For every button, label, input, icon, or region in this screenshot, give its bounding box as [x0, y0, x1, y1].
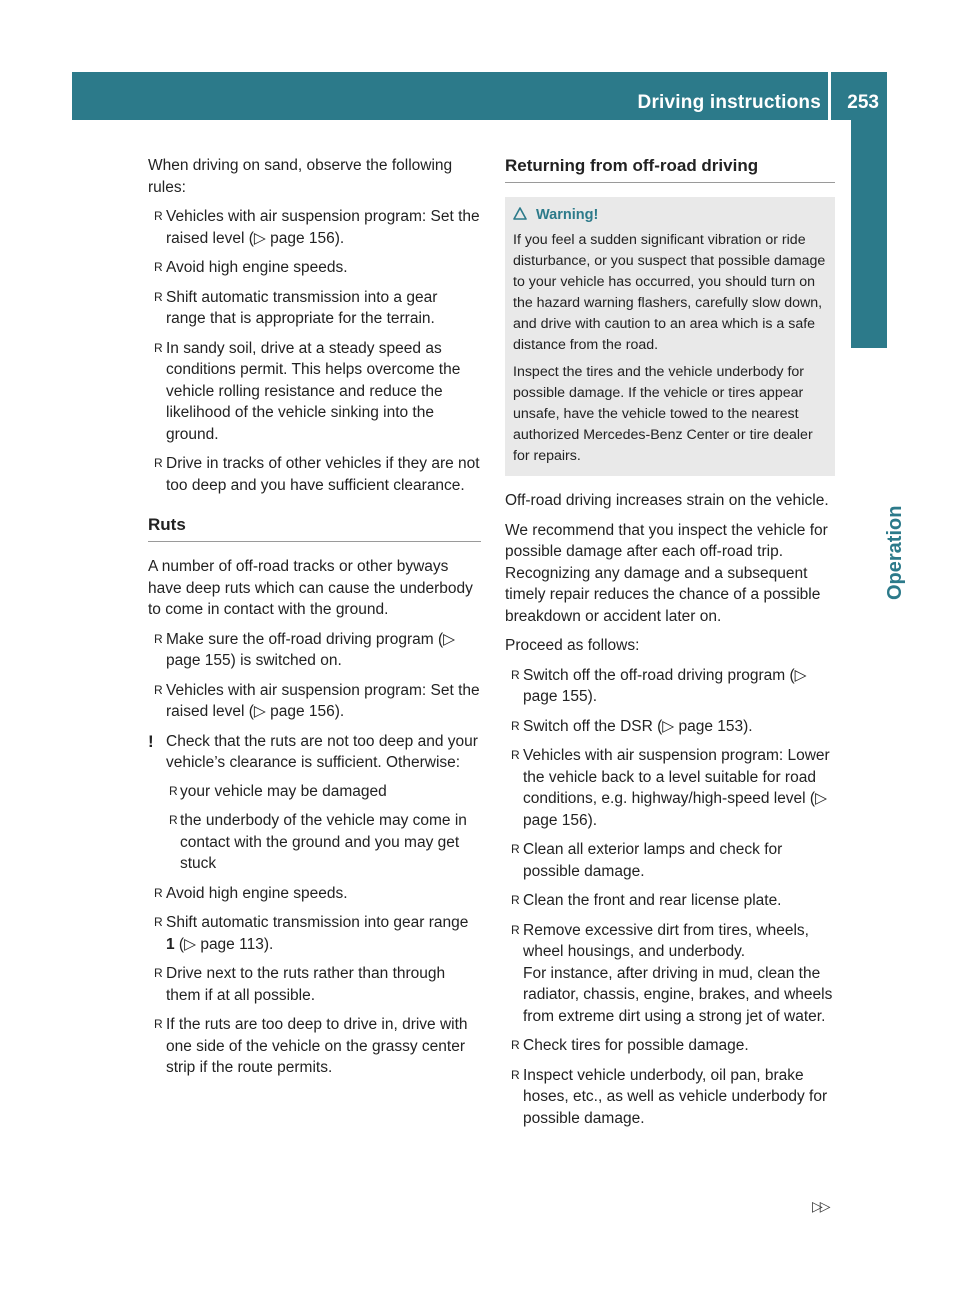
side-tab-label: Operation: [884, 505, 906, 600]
list-item: R Clean all exterior lamps and check for possible damage.: [511, 841, 783, 880]
gear-range-value: 1: [166, 935, 175, 953]
bullet-icon: R: [511, 1038, 520, 1052]
list-item: R the underbody of the vehicle may come in contact with the ground and you may get stuck: [169, 812, 467, 872]
note-list: [166, 774, 481, 875]
bullet-icon: R: [154, 209, 163, 223]
ruts-rules-list: [148, 629, 481, 723]
list-item: R Vehicles with air suspension program: Set the raised level (▷ page 156).: [154, 681, 480, 720]
step-detail: For instance, after driving in mud, clean the radiator, chassis, engine, brakes, and wheels from extreme dirt using a strong jet of water.: [523, 964, 833, 1025]
returning-heading: Returning from off-road driving: [505, 155, 835, 183]
bullet-icon: R: [511, 748, 520, 762]
bullet-icon: R: [511, 893, 520, 907]
warning-box: [505, 197, 835, 476]
list-item: R If the ruts are too deep to drive in, drive with one side of the vehicle on the grassy center strip if the route permits.: [154, 1016, 468, 1076]
list-item: R Remove excessive dirt from tires, wheels, wheel housings, and underbody. For instance, after driving in mud, clean the radiator, chassis, engine, brakes, and wheels from extreme dirt using a strong jet of water.: [511, 921, 833, 1025]
list-item: R Shift automatic transmission into gear range 1 (▷ page 113).: [154, 914, 469, 953]
list-item: R Avoid high engine speeds.: [148, 883, 481, 905]
right-column: [505, 155, 835, 1137]
list-item: R In sandy soil, drive at a steady speed as conditions permit. This helps overcome the vehicle rolling resistance and reduce the likelihood of the vehicle sinking into the ground.: [154, 339, 461, 443]
note-text: Check that the ruts are not too deep and your vehicle’s clearance is sufficient. Otherwise:: [166, 732, 478, 771]
bullet-icon: R: [154, 631, 163, 646]
bullet-icon: R: [154, 915, 163, 929]
bullet-icon: R: [511, 922, 520, 937]
bullet-icon: R: [511, 1067, 520, 1082]
bullet-icon: R: [169, 813, 178, 827]
bullet-icon: R: [154, 340, 163, 355]
warning-header: [513, 205, 827, 226]
return-steps-list: [505, 665, 835, 1130]
header-divider: [828, 72, 831, 120]
list-item: R Switch off the off-road driving program (▷ page 155).: [511, 666, 807, 705]
ruts-intro: A number of off-road tracks or other byways have deep ruts which can cause the underbody to come in contact with the ground.: [148, 558, 473, 618]
warning-text: If you feel a sudden significant vibration or ride disturbance, or you suspect that possible damage to your vehicle has occurred, you should turn on the hazard warning flashers, carefully slow down, and drive with caution to an area which is a safe distance from the road.: [513, 232, 826, 353]
left-column: [148, 155, 481, 1087]
list-item: R Drive next to the ruts rather than through them if at all possible.: [154, 965, 446, 1004]
bullet-icon: R: [154, 289, 163, 304]
list-item: R Vehicles with air suspension program: Lower the vehicle back to a level suitable for road conditions, e.g. highway/high-speed level (▷ page 156).: [511, 747, 830, 829]
list-item: R Inspect vehicle underbody, oil pan, brake hoses, etc., as well as vehicle underbody for possible damage.: [511, 1066, 828, 1127]
section-title: Driving instructions: [637, 92, 821, 113]
bullet-icon: R: [154, 1017, 163, 1031]
ruts-heading: Ruts: [148, 514, 481, 542]
list-item: R Vehicles with air suspension program: Set the raised level (▷ page 156).: [154, 208, 480, 247]
bullet-icon: R: [511, 842, 520, 856]
sand-rules-list: [148, 206, 481, 496]
warning-text: Inspect the tires and the vehicle underbody for possible damage. If the vehicle or tires appear unsafe, have the vehicle towed to the nearest authorized Mercedes-Benz Center or tire dealer for repairs.: [513, 364, 813, 464]
ruts-more-list: [148, 883, 481, 1079]
bullet-icon: R: [169, 783, 178, 798]
side-tab: [842, 360, 906, 600]
bullet-icon: R: [154, 966, 163, 980]
list-item: R Switch off the DSR (▷ page 153).: [505, 716, 835, 738]
bullet-icon: R: [154, 682, 163, 697]
list-item: R Check tires for possible damage.: [505, 1035, 835, 1057]
bullet-icon: R: [154, 260, 163, 274]
warning-triangle-icon: [513, 205, 527, 226]
body-paragraph: Proceed as follows:: [505, 637, 640, 654]
list-item: R Avoid high engine speeds.: [148, 257, 481, 279]
page-number: 253: [847, 92, 879, 113]
list-item: R Make sure the off-road driving program (▷ page 155) is switched on.: [154, 630, 456, 669]
bullet-icon: R: [154, 885, 163, 900]
bullet-icon: R: [511, 667, 520, 682]
list-item: R Clean the front and rear license plate.: [505, 890, 835, 912]
continue-arrow-icon: ▷▷: [812, 1198, 828, 1214]
warning-label: Warning!: [536, 207, 599, 223]
body-paragraph: We recommend that you inspect the vehicle for possible damage after each off-road trip. Recognizing any damage and a subsequent timely repair reduces the chance of a possible breakdown or accident later on.: [505, 521, 828, 625]
list-item: R Shift automatic transmission into a gear range that is appropriate for the terrain.: [154, 288, 438, 327]
body-paragraph: Off-road driving increases strain on the vehicle.: [505, 492, 829, 509]
exclamation-icon: !: [148, 731, 154, 751]
header-bar: [72, 72, 887, 120]
list-item: R Drive in tracks of other vehicles if they are not too deep and you have sufficient clearance.: [154, 455, 480, 494]
list-item: R your vehicle may be damaged: [166, 781, 481, 803]
caution-note: [148, 731, 481, 875]
sand-intro: When driving on sand, observe the following rules:: [148, 157, 453, 196]
bullet-icon: R: [511, 718, 520, 733]
side-accent-block: [851, 120, 887, 348]
bullet-icon: R: [154, 456, 163, 470]
